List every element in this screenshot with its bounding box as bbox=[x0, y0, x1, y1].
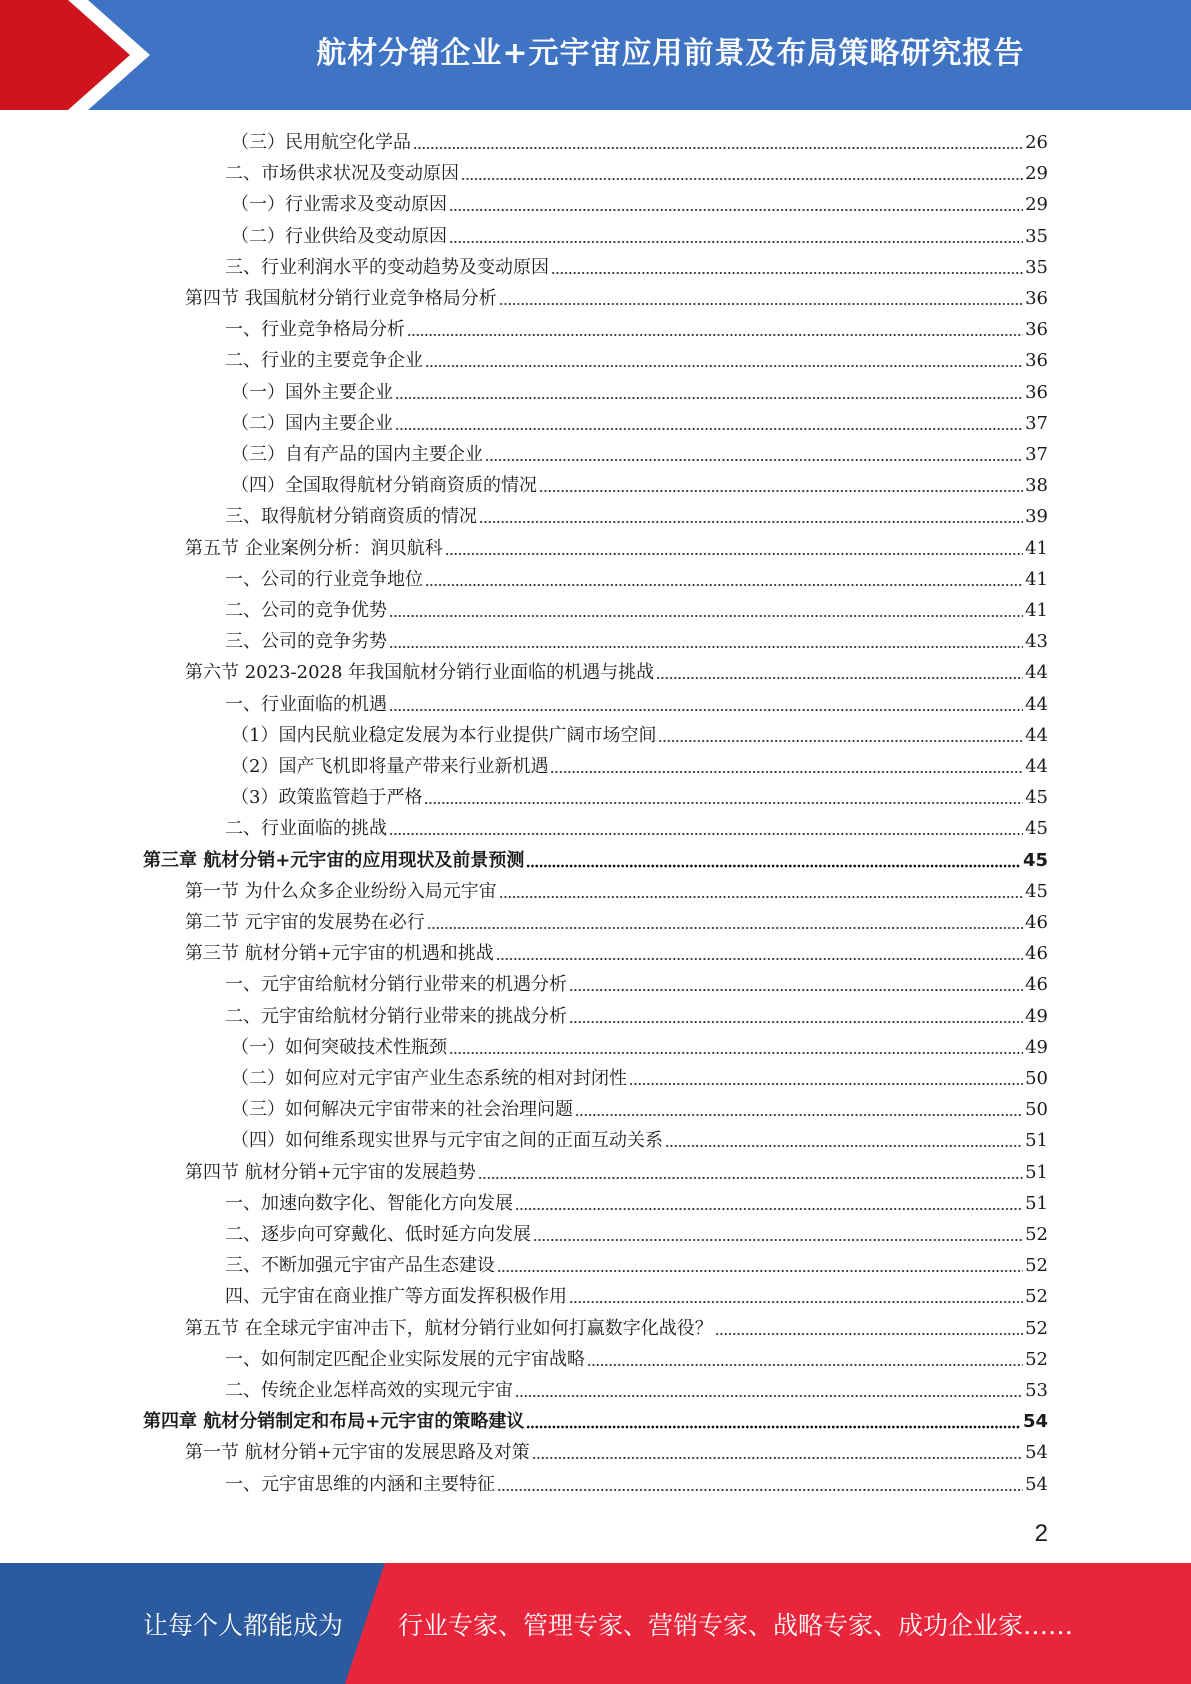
toc-entry-title: 第二节 元宇宙的发展势在必行 bbox=[185, 912, 425, 933]
toc-page-number: 37 bbox=[1025, 444, 1048, 465]
toc-page-number: 51 bbox=[1025, 1161, 1048, 1183]
toc-dot-leader bbox=[665, 1143, 1023, 1149]
toc-entry-title: 第三节 航材分销+元宇宙的机遇和挑战 bbox=[185, 943, 494, 965]
toc-section-entry[interactable] bbox=[185, 908, 1048, 938]
toc-section-entry[interactable] bbox=[185, 1158, 1048, 1188]
toc-page-number: 51 bbox=[1025, 1130, 1048, 1152]
toc-page-number: 45 bbox=[1025, 818, 1048, 840]
toc-dot-leader bbox=[395, 426, 1023, 432]
toc-dot-leader bbox=[499, 301, 1023, 307]
toc-entry[interactable] bbox=[231, 1126, 1048, 1156]
toc-entry-title: （三）民用航空化学品 bbox=[231, 132, 411, 153]
toc-entry[interactable] bbox=[225, 346, 1048, 376]
toc-page-number: 36 bbox=[1025, 381, 1048, 403]
toc-entry-title: 二、传统企业怎样高效的实现元宇宙 bbox=[225, 1380, 513, 1401]
toc-page-number: 36 bbox=[1025, 288, 1048, 309]
toc-entry-title: （四）全国取得航材分销商资质的情况 bbox=[231, 475, 537, 497]
toc-page-number: 35 bbox=[1025, 225, 1048, 247]
toc-entry-title: 三、公司的竞争劣势 bbox=[225, 631, 387, 653]
toc-entry[interactable] bbox=[231, 783, 1048, 813]
toc-section-entry[interactable] bbox=[185, 1314, 1048, 1344]
toc-entry-title: 第四节 我国航材分销行业竞争格局分析 bbox=[185, 288, 497, 309]
toc-entry[interactable] bbox=[225, 1470, 1048, 1500]
toc-page-number: 35 bbox=[1025, 256, 1048, 278]
toc-entry-title: 二、元宇宙给航材分销行业带来的挑战分析 bbox=[225, 1005, 567, 1027]
toc-entry[interactable] bbox=[231, 471, 1048, 501]
toc-entry-title: 一、元宇宙给航材分销行业带来的机遇分析 bbox=[225, 974, 567, 996]
toc-dot-leader bbox=[569, 1019, 1023, 1025]
toc-entry[interactable] bbox=[225, 814, 1048, 844]
toc-page-number: 41 bbox=[1025, 568, 1048, 590]
page-header bbox=[0, 0, 1191, 110]
toc-dot-leader bbox=[478, 1175, 1023, 1181]
toc-entry-title: （三）自有产品的国内主要企业 bbox=[231, 444, 483, 465]
toc-entry-title: （一）国外主要企业 bbox=[231, 381, 393, 403]
toc-dot-leader bbox=[569, 1299, 1023, 1305]
toc-page-number: 45 bbox=[1025, 880, 1048, 902]
toc-dot-leader bbox=[479, 519, 1023, 525]
toc-entry-title: 二、公司的竞争优势 bbox=[225, 600, 387, 621]
toc-entry-title: （二）行业供给及变动原因 bbox=[231, 225, 447, 247]
toc-page-number: 54 bbox=[1025, 1473, 1048, 1495]
toc-dot-leader bbox=[424, 800, 1023, 806]
toc-entry[interactable] bbox=[231, 1064, 1048, 1094]
toc-entry-title: 第三章 航材分销+元宇宙的应用现状及前景预测 bbox=[143, 849, 525, 871]
toc-chapter-entry[interactable] bbox=[143, 846, 1048, 876]
toc-page-number: 50 bbox=[1025, 1099, 1048, 1121]
toc-dot-leader bbox=[499, 894, 1023, 900]
toc-dot-leader bbox=[526, 863, 1021, 869]
toc-entry-title: 第五节 在全球元宇宙冲击下，航材分销行业如何打赢数字化战役？ bbox=[185, 1317, 713, 1339]
toc-dot-leader bbox=[427, 925, 1023, 931]
toc-entry[interactable] bbox=[225, 1282, 1048, 1312]
toc-entry[interactable] bbox=[231, 222, 1048, 252]
toc-entry[interactable] bbox=[231, 1095, 1048, 1125]
toc-page-number: 51 bbox=[1025, 1192, 1048, 1214]
toc-entry[interactable] bbox=[225, 159, 1048, 189]
toc-entry[interactable] bbox=[231, 721, 1048, 751]
toc-dot-leader bbox=[550, 769, 1023, 775]
toc-page-number: 53 bbox=[1025, 1380, 1048, 1401]
toc-page-number: 46 bbox=[1025, 943, 1048, 965]
toc-page-number: 52 bbox=[1025, 1348, 1048, 1370]
toc-page-number: 45 bbox=[1022, 849, 1048, 871]
toc-entry-title: 二、逐步向可穿戴化、低时延方向发展 bbox=[225, 1224, 531, 1245]
toc-page-number: 38 bbox=[1025, 475, 1048, 497]
toc-dot-leader bbox=[515, 1206, 1023, 1212]
toc-dot-leader bbox=[389, 613, 1023, 619]
toc-section-entry[interactable] bbox=[185, 877, 1048, 907]
toc-dot-leader bbox=[569, 987, 1023, 993]
toc-dot-leader bbox=[413, 145, 1023, 151]
toc-dot-leader bbox=[526, 1424, 1021, 1430]
toc-entry-title: （3）政策监管趋于严格 bbox=[231, 787, 423, 809]
toc-page-number: 44 bbox=[1025, 724, 1048, 746]
toc-entry-title: 三、不断加强元宇宙产品生态建设 bbox=[225, 1255, 495, 1277]
toc-entry-title: （一）行业需求及变动原因 bbox=[231, 194, 447, 216]
toc-entry-title: 第一节 为什么众多企业纷纷入局元宇宙 bbox=[185, 880, 497, 902]
toc-page-number: 29 bbox=[1025, 163, 1048, 185]
toc-entry-title: （1）国内民航业稳定发展为本行业提供广阔市场空间 bbox=[231, 724, 657, 746]
toc-entry[interactable] bbox=[231, 1033, 1048, 1063]
toc-page-number: 50 bbox=[1025, 1068, 1048, 1089]
toc-entry[interactable] bbox=[225, 970, 1048, 1000]
toc-entry[interactable] bbox=[225, 1002, 1048, 1032]
toc-entry[interactable] bbox=[231, 409, 1048, 439]
toc-entry-title: 第四章 航材分销制定和布局+元宇宙的策略建议 bbox=[143, 1411, 525, 1433]
toc-entry-title: 一、元宇宙思维的内涵和主要特征 bbox=[225, 1473, 495, 1495]
toc-dot-leader bbox=[656, 675, 1023, 681]
toc-entry[interactable] bbox=[225, 1189, 1048, 1219]
toc-entry[interactable] bbox=[225, 1345, 1048, 1375]
toc-page-number: 39 bbox=[1025, 506, 1048, 528]
toc-dot-leader bbox=[496, 956, 1023, 962]
toc-page-number: 41 bbox=[1025, 537, 1048, 559]
toc-dot-leader bbox=[461, 176, 1023, 182]
toc-page-number: 44 bbox=[1025, 662, 1048, 684]
toc-chapter-entry[interactable] bbox=[143, 1407, 1048, 1437]
toc-page-number: 46 bbox=[1025, 912, 1048, 933]
toc-dot-leader bbox=[449, 207, 1023, 213]
toc-page-number: 54 bbox=[1025, 1442, 1048, 1464]
toc-entry[interactable] bbox=[231, 440, 1048, 470]
footer-slogan-right: 行业专家、管理专家、营销专家、战略专家、成功企业家…… bbox=[398, 1610, 1074, 1640]
page-number: 2 bbox=[1034, 1520, 1048, 1547]
toc-entry-title: （一）如何突破技术性瓶颈 bbox=[231, 1036, 447, 1058]
toc-dot-leader bbox=[425, 363, 1023, 369]
toc-dot-leader bbox=[389, 831, 1023, 837]
toc-entry[interactable] bbox=[225, 596, 1048, 626]
toc-section-entry[interactable] bbox=[185, 658, 1048, 688]
toc-dot-leader bbox=[445, 551, 1023, 557]
toc-entry-title: 一、行业面临的机遇 bbox=[225, 693, 387, 715]
toc-entry-title: 第四节 航材分销+元宇宙的发展趋势 bbox=[185, 1161, 476, 1183]
toc-entry-title: （四）如何维系现实世界与元宇宙之间的正面互动关系 bbox=[231, 1130, 663, 1152]
toc-entry-title: 三、取得航材分销商资质的情况 bbox=[225, 506, 477, 528]
toc-page-number: 52 bbox=[1025, 1317, 1048, 1339]
toc-page-number: 36 bbox=[1025, 319, 1048, 341]
toc-section-entry[interactable] bbox=[185, 284, 1048, 314]
toc-entry[interactable] bbox=[231, 128, 1048, 158]
toc-dot-leader bbox=[497, 1268, 1023, 1274]
toc-dot-leader bbox=[485, 457, 1023, 463]
toc-page-number: 46 bbox=[1025, 974, 1048, 996]
toc-dot-leader bbox=[533, 1237, 1023, 1243]
toc-entry[interactable] bbox=[225, 253, 1048, 283]
toc-dot-leader bbox=[629, 1081, 1023, 1087]
toc-page-number: 41 bbox=[1025, 600, 1048, 621]
toc-entry-title: （二）如何应对元宇宙产业生态系统的相对封闭性 bbox=[231, 1068, 627, 1089]
toc-dot-leader bbox=[587, 1362, 1023, 1368]
toc-dot-leader bbox=[389, 644, 1023, 650]
toc-entry[interactable] bbox=[231, 190, 1048, 220]
toc-entry-title: 一、加速向数字化、智能化方向发展 bbox=[225, 1192, 513, 1214]
toc-section-entry[interactable] bbox=[185, 939, 1048, 969]
toc-entry[interactable] bbox=[225, 1251, 1048, 1281]
toc-entry-title: 二、市场供求状况及变动原因 bbox=[225, 163, 459, 185]
toc-dot-leader bbox=[449, 239, 1023, 245]
toc-entry-title: 第五节 企业案例分析：润贝航科 bbox=[185, 537, 443, 559]
toc-page-number: 45 bbox=[1025, 787, 1048, 809]
toc-section-entry[interactable] bbox=[185, 534, 1048, 564]
toc-entry-title: 第一节 航材分销+元宇宙的发展思路及对策 bbox=[185, 1442, 530, 1464]
toc-dot-leader bbox=[407, 332, 1023, 338]
toc-entry-title: 二、行业的主要竞争企业 bbox=[225, 350, 423, 372]
page-footer bbox=[0, 1563, 1191, 1684]
toc-dot-leader bbox=[497, 1487, 1023, 1493]
toc-page-number: 52 bbox=[1025, 1224, 1048, 1245]
toc-page-number: 26 bbox=[1025, 132, 1048, 153]
toc-page-number: 54 bbox=[1022, 1411, 1048, 1433]
toc-dot-leader bbox=[515, 1393, 1023, 1399]
toc-entry[interactable] bbox=[225, 502, 1048, 532]
toc-dot-leader bbox=[395, 395, 1023, 401]
toc-entry[interactable] bbox=[225, 315, 1048, 345]
toc-dot-leader bbox=[449, 1050, 1023, 1056]
toc-entry-title: 一、行业竞争格局分析 bbox=[225, 319, 405, 341]
toc-entry-title: 三、行业利润水平的变动趋势及变动原因 bbox=[225, 256, 549, 278]
toc-page-number: 43 bbox=[1025, 631, 1048, 653]
toc-entry-title: （三）如何解决元宇宙带来的社会治理问题 bbox=[231, 1099, 573, 1121]
toc-page-number: 36 bbox=[1025, 350, 1048, 372]
toc-dot-leader bbox=[575, 1112, 1023, 1118]
toc-page-number: 49 bbox=[1025, 1005, 1048, 1027]
toc-entry[interactable] bbox=[225, 565, 1048, 595]
toc-entry[interactable] bbox=[231, 752, 1048, 782]
toc-dot-leader bbox=[389, 707, 1023, 713]
toc-page-number: 52 bbox=[1025, 1286, 1048, 1308]
toc-page-number: 49 bbox=[1025, 1036, 1048, 1058]
toc-page-number: 37 bbox=[1025, 412, 1048, 434]
toc-entry[interactable] bbox=[225, 690, 1048, 720]
toc-entry[interactable] bbox=[225, 1376, 1048, 1406]
toc-page-number: 52 bbox=[1025, 1255, 1048, 1277]
report-title: 航材分销企业+元宇宙应用前景及布局策略研究报告 bbox=[316, 36, 1025, 71]
toc-dot-leader bbox=[539, 488, 1023, 494]
toc-entry[interactable] bbox=[225, 1220, 1048, 1250]
toc-entry-title: （2）国产飞机即将量产带来行业新机遇 bbox=[231, 756, 549, 777]
toc-page-number: 29 bbox=[1025, 194, 1048, 216]
toc-entry-title: 一、公司的行业竞争地位 bbox=[225, 568, 423, 590]
toc-dot-leader bbox=[658, 738, 1023, 744]
toc-entry[interactable] bbox=[231, 378, 1048, 408]
toc-entry[interactable] bbox=[225, 627, 1048, 657]
toc-entry-title: 二、行业面临的挑战 bbox=[225, 818, 387, 840]
footer-slogan-left: 让每个人都能成为 bbox=[143, 1610, 344, 1640]
toc-section-entry[interactable] bbox=[185, 1438, 1048, 1468]
toc-dot-leader bbox=[425, 582, 1023, 588]
toc-entry-title: 一、如何制定匹配企业实际发展的元宇宙战略 bbox=[225, 1348, 585, 1370]
toc-entry-title: 四、元宇宙在商业推广等方面发挥积极作用 bbox=[225, 1286, 567, 1308]
toc-entry-title: 第六节 2023-2028 年我国航材分销行业面临的机遇与挑战 bbox=[185, 662, 655, 684]
toc-dot-leader bbox=[532, 1455, 1023, 1461]
toc-dot-leader bbox=[551, 270, 1023, 276]
toc-entry-title: （二）国内主要企业 bbox=[231, 412, 393, 434]
toc-dot-leader bbox=[715, 1331, 1023, 1337]
toc-page-number: 44 bbox=[1025, 693, 1048, 715]
toc-page-number: 44 bbox=[1025, 756, 1048, 777]
